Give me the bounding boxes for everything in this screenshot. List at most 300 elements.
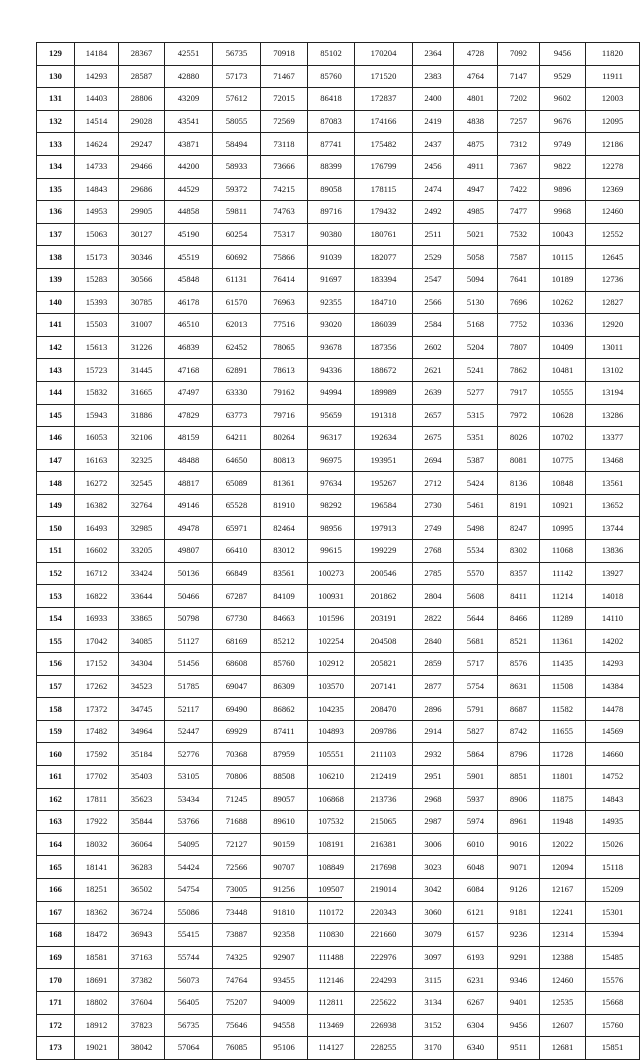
table-cell: 91697 [308, 268, 355, 291]
table-cell: 2529 [413, 246, 454, 269]
row-number-cell: 169 [37, 946, 75, 969]
table-cell: 8576 [498, 653, 540, 676]
table-cell: 2694 [413, 449, 454, 472]
table-cell: 225622 [355, 991, 413, 1014]
table-cell: 37823 [119, 1014, 165, 1037]
row-number-cell: 162 [37, 788, 75, 811]
table-cell: 12003 [586, 88, 640, 111]
table-cell: 34085 [119, 630, 165, 653]
table-cell: 172837 [355, 88, 413, 111]
table-cell: 73666 [261, 155, 308, 178]
table-cell: 45519 [165, 246, 213, 269]
table-cell: 28806 [119, 88, 165, 111]
table-cell: 5754 [454, 675, 498, 698]
table-cell: 2584 [413, 314, 454, 337]
row-number-cell: 132 [37, 110, 75, 133]
row-number-cell: 136 [37, 201, 75, 224]
table-cell: 53434 [165, 788, 213, 811]
table-cell: 7532 [498, 223, 540, 246]
table-cell: 15393 [75, 291, 119, 314]
table-cell: 9968 [540, 201, 586, 224]
table-cell: 15723 [75, 359, 119, 382]
table-cell: 113469 [308, 1014, 355, 1037]
bottom-rule [230, 897, 342, 898]
table-cell: 74325 [213, 946, 261, 969]
table-cell: 8851 [498, 766, 540, 789]
table-cell: 9401 [498, 991, 540, 1014]
table-cell: 15394 [586, 924, 640, 947]
table-cell: 12607 [540, 1014, 586, 1037]
table-cell: 5315 [454, 404, 498, 427]
table-cell: 29466 [119, 155, 165, 178]
table-cell: 2968 [413, 788, 454, 811]
table-cell: 91810 [261, 901, 308, 924]
row-number-cell: 164 [37, 833, 75, 856]
table-cell: 35844 [119, 811, 165, 834]
table-cell: 19021 [75, 1037, 119, 1060]
table-cell: 10262 [540, 291, 586, 314]
row-number-cell: 155 [37, 630, 75, 653]
table-cell: 11289 [540, 607, 586, 630]
table-cell: 16822 [75, 585, 119, 608]
row-number-cell: 130 [37, 65, 75, 88]
table-cell: 203191 [355, 607, 413, 630]
table-row [37, 88, 640, 111]
table-row [37, 607, 640, 630]
table-cell: 53105 [165, 766, 213, 789]
table-cell: 48817 [165, 472, 213, 495]
table-cell: 57612 [213, 88, 261, 111]
table-cell: 37382 [119, 969, 165, 992]
table-cell: 62013 [213, 314, 261, 337]
table-cell: 95106 [261, 1037, 308, 1060]
table-cell: 182077 [355, 246, 413, 269]
table-cell: 88508 [261, 766, 308, 789]
table-cell: 110172 [308, 901, 355, 924]
table-row [37, 404, 640, 427]
table-cell: 5021 [454, 223, 498, 246]
table-cell: 72569 [261, 110, 308, 133]
table-cell: 10043 [540, 223, 586, 246]
table-cell: 6304 [454, 1014, 498, 1037]
table-cell: 12369 [586, 178, 640, 201]
table-cell: 64650 [213, 449, 261, 472]
table-cell: 208470 [355, 698, 413, 721]
table-cell: 228255 [355, 1037, 413, 1060]
table-cell: 2859 [413, 653, 454, 676]
table-row [37, 1014, 640, 1037]
table-cell: 74764 [213, 969, 261, 992]
table-cell: 62891 [213, 359, 261, 382]
table-cell: 3042 [413, 878, 454, 901]
table-cell: 47829 [165, 404, 213, 427]
table-cell: 7312 [498, 133, 540, 156]
table-cell: 12460 [586, 201, 640, 224]
table-cell: 15668 [586, 991, 640, 1014]
table-cell: 54754 [165, 878, 213, 901]
table-cell: 90380 [308, 223, 355, 246]
table-cell: 2566 [413, 291, 454, 314]
table-cell: 15851 [586, 1037, 640, 1060]
table-cell: 12278 [586, 155, 640, 178]
table-cell: 14752 [586, 766, 640, 789]
table-cell: 32325 [119, 449, 165, 472]
table-row [37, 743, 640, 766]
table-cell: 2896 [413, 698, 454, 721]
table-cell: 31665 [119, 381, 165, 404]
table-cell: 72566 [213, 856, 261, 879]
table-cell: 30127 [119, 223, 165, 246]
table-row [37, 223, 640, 246]
table-cell: 16712 [75, 562, 119, 585]
table-cell: 52117 [165, 698, 213, 721]
table-cell: 16933 [75, 607, 119, 630]
table-cell: 86862 [261, 698, 308, 721]
table-cell: 2804 [413, 585, 454, 608]
row-number-cell: 153 [37, 585, 75, 608]
table-cell: 212419 [355, 766, 413, 789]
table-cell: 42880 [165, 65, 213, 88]
table-cell: 100273 [308, 562, 355, 585]
table-cell: 12827 [586, 291, 640, 314]
table-cell: 5058 [454, 246, 498, 269]
table-cell: 103570 [308, 675, 355, 698]
row-number-cell: 140 [37, 291, 75, 314]
table-cell: 30785 [119, 291, 165, 314]
table-cell: 6340 [454, 1037, 498, 1060]
table-cell: 204508 [355, 630, 413, 653]
table-cell: 79162 [261, 381, 308, 404]
table-cell: 3079 [413, 924, 454, 947]
table-cell: 14293 [75, 65, 119, 88]
table-cell: 38042 [119, 1037, 165, 1060]
table-cell: 4728 [454, 43, 498, 66]
table-cell: 8302 [498, 540, 540, 563]
table-cell: 85760 [261, 653, 308, 676]
table-cell: 44200 [165, 155, 213, 178]
table-cell: 226938 [355, 1014, 413, 1037]
table-cell: 9291 [498, 946, 540, 969]
table-cell: 31007 [119, 314, 165, 337]
table-cell: 14569 [586, 720, 640, 743]
table-cell: 73887 [213, 924, 261, 947]
table-cell: 13652 [586, 494, 640, 517]
table-cell: 65089 [213, 472, 261, 495]
table-cell: 92358 [261, 924, 308, 947]
table-cell: 12186 [586, 133, 640, 156]
table-cell: 217698 [355, 856, 413, 879]
table-row [37, 969, 640, 992]
table-cell: 9456 [540, 43, 586, 66]
table-row [37, 630, 640, 653]
table-cell: 95659 [308, 404, 355, 427]
table-cell: 33865 [119, 607, 165, 630]
table-cell: 3115 [413, 969, 454, 992]
table-body [37, 43, 640, 1060]
table-cell: 94009 [261, 991, 308, 1014]
table-cell: 15943 [75, 404, 119, 427]
table-cell: 65528 [213, 494, 261, 517]
table-cell: 180761 [355, 223, 413, 246]
table-row [37, 901, 640, 924]
table-cell: 7422 [498, 178, 540, 201]
table-cell: 11875 [540, 788, 586, 811]
table-cell: 12241 [540, 901, 586, 924]
table-cell: 71688 [213, 811, 261, 834]
table-cell: 9346 [498, 969, 540, 992]
row-number-cell: 146 [37, 427, 75, 450]
table-cell: 109507 [308, 878, 355, 901]
table-cell: 2877 [413, 675, 454, 698]
table-cell: 11911 [586, 65, 640, 88]
table-cell: 2914 [413, 720, 454, 743]
table-cell: 8191 [498, 494, 540, 517]
table-cell: 80264 [261, 427, 308, 450]
table-cell: 31886 [119, 404, 165, 427]
table-cell: 16493 [75, 517, 119, 540]
table-cell: 3006 [413, 833, 454, 856]
table-cell: 29028 [119, 110, 165, 133]
table-cell: 34964 [119, 720, 165, 743]
table-row [37, 155, 640, 178]
table-cell: 13561 [586, 472, 640, 495]
table-cell: 90159 [261, 833, 308, 856]
table-cell: 48488 [165, 449, 213, 472]
table-cell: 7367 [498, 155, 540, 178]
table-row [37, 314, 640, 337]
row-number-cell: 133 [37, 133, 75, 156]
table-cell: 10409 [540, 336, 586, 359]
table-cell: 10481 [540, 359, 586, 382]
table-cell: 52776 [165, 743, 213, 766]
table-cell: 5681 [454, 630, 498, 653]
table-cell: 50798 [165, 607, 213, 630]
table-row [37, 133, 640, 156]
table-cell: 8026 [498, 427, 540, 450]
table-cell: 17592 [75, 743, 119, 766]
table-cell: 12460 [540, 969, 586, 992]
table-cell: 4838 [454, 110, 498, 133]
row-number-cell: 166 [37, 878, 75, 901]
table-cell: 8136 [498, 472, 540, 495]
table-cell: 7587 [498, 246, 540, 269]
table-cell: 71245 [213, 788, 261, 811]
table-cell: 32106 [119, 427, 165, 450]
table-cell: 108849 [308, 856, 355, 879]
table-cell: 53766 [165, 811, 213, 834]
table-row [37, 336, 640, 359]
table-cell: 8081 [498, 449, 540, 472]
table-cell: 5424 [454, 472, 498, 495]
table-cell: 186039 [355, 314, 413, 337]
table-cell: 13286 [586, 404, 640, 427]
table-cell: 107532 [308, 811, 355, 834]
table-cell: 55744 [165, 946, 213, 969]
table-cell: 15485 [586, 946, 640, 969]
table-cell: 18802 [75, 991, 119, 1014]
table-cell: 18581 [75, 946, 119, 969]
table-cell: 74763 [261, 201, 308, 224]
table-cell: 11820 [586, 43, 640, 66]
table-cell: 37163 [119, 946, 165, 969]
table-cell: 104893 [308, 720, 355, 743]
table-cell: 81361 [261, 472, 308, 495]
table-cell: 4985 [454, 201, 498, 224]
table-cell: 5130 [454, 291, 498, 314]
table-cell: 170204 [355, 43, 413, 66]
row-number-cell: 172 [37, 1014, 75, 1037]
table-cell: 4801 [454, 88, 498, 111]
table-cell: 5901 [454, 766, 498, 789]
table-cell: 11728 [540, 743, 586, 766]
table-cell: 12314 [540, 924, 586, 947]
table-row [37, 427, 640, 450]
table-row [37, 110, 640, 133]
table-cell: 69929 [213, 720, 261, 743]
table-cell: 7752 [498, 314, 540, 337]
table-cell: 175482 [355, 133, 413, 156]
table-cell: 14733 [75, 155, 119, 178]
row-number-cell: 154 [37, 607, 75, 630]
table-cell: 35184 [119, 743, 165, 766]
table-cell: 9896 [540, 178, 586, 201]
table-cell: 5937 [454, 788, 498, 811]
row-number-cell: 168 [37, 924, 75, 947]
table-cell: 86418 [308, 88, 355, 111]
table-cell: 6231 [454, 969, 498, 992]
row-number-cell: 160 [37, 743, 75, 766]
table-row [37, 449, 640, 472]
table-cell: 49146 [165, 494, 213, 517]
row-number-cell: 152 [37, 562, 75, 585]
table-cell: 13927 [586, 562, 640, 585]
table-cell: 63330 [213, 381, 261, 404]
table-cell: 12645 [586, 246, 640, 269]
table-cell: 92355 [308, 291, 355, 314]
table-cell: 87411 [261, 720, 308, 743]
table-cell: 8466 [498, 607, 540, 630]
table-cell: 66410 [213, 540, 261, 563]
table-cell: 8357 [498, 562, 540, 585]
table-row [37, 698, 640, 721]
table-cell: 15118 [586, 856, 640, 879]
table-cell: 8796 [498, 743, 540, 766]
table-cell: 196584 [355, 494, 413, 517]
table-cell: 9236 [498, 924, 540, 947]
table-cell: 28587 [119, 65, 165, 88]
table-cell: 16053 [75, 427, 119, 450]
table-cell: 29686 [119, 178, 165, 201]
table-cell: 12736 [586, 268, 640, 291]
table-row [37, 43, 640, 66]
table-cell: 15173 [75, 246, 119, 269]
table-cell: 10555 [540, 381, 586, 404]
table-cell: 84663 [261, 607, 308, 630]
table-cell: 8521 [498, 630, 540, 653]
table-cell: 73005 [213, 878, 261, 901]
table-cell: 7917 [498, 381, 540, 404]
table-cell: 3023 [413, 856, 454, 879]
table-cell: 90707 [261, 856, 308, 879]
table-cell: 11582 [540, 698, 586, 721]
table-cell: 209786 [355, 720, 413, 743]
table-cell: 7092 [498, 43, 540, 66]
table-cell: 2987 [413, 811, 454, 834]
table-cell: 17482 [75, 720, 119, 743]
table-cell: 94336 [308, 359, 355, 382]
table-cell: 12681 [540, 1037, 586, 1060]
table-cell: 55086 [165, 901, 213, 924]
table-cell: 13836 [586, 540, 640, 563]
table-cell: 58933 [213, 155, 261, 178]
table-cell: 15760 [586, 1014, 640, 1037]
table-row [37, 562, 640, 585]
table-cell: 17702 [75, 766, 119, 789]
table-cell: 2932 [413, 743, 454, 766]
table-cell: 211103 [355, 743, 413, 766]
table-cell: 50136 [165, 562, 213, 585]
table-cell: 43209 [165, 88, 213, 111]
table-cell: 6157 [454, 924, 498, 947]
table-cell: 14935 [586, 811, 640, 834]
table-cell: 57064 [165, 1037, 213, 1060]
table-cell: 8411 [498, 585, 540, 608]
table-cell: 6193 [454, 946, 498, 969]
table-cell: 93020 [308, 314, 355, 337]
table-cell: 8247 [498, 517, 540, 540]
table-cell: 11068 [540, 540, 586, 563]
table-cell: 10336 [540, 314, 586, 337]
table-cell: 4911 [454, 155, 498, 178]
table-cell: 111488 [308, 946, 355, 969]
table-cell: 193951 [355, 449, 413, 472]
table-cell: 17152 [75, 653, 119, 676]
table-cell: 10628 [540, 404, 586, 427]
table-cell: 7972 [498, 404, 540, 427]
table-cell: 199229 [355, 540, 413, 563]
table-cell: 89716 [308, 201, 355, 224]
table-cell: 43871 [165, 133, 213, 156]
table-cell: 13377 [586, 427, 640, 450]
table-cell: 35623 [119, 788, 165, 811]
table-cell: 94558 [261, 1014, 308, 1037]
table-cell: 6267 [454, 991, 498, 1014]
row-number-cell: 148 [37, 472, 75, 495]
table-cell: 176799 [355, 155, 413, 178]
table-cell: 93678 [308, 336, 355, 359]
table-cell: 191318 [355, 404, 413, 427]
table-cell: 14018 [586, 585, 640, 608]
table-cell: 63773 [213, 404, 261, 427]
table-cell: 10848 [540, 472, 586, 495]
table-row [37, 675, 640, 698]
table-cell: 15283 [75, 268, 119, 291]
table-cell: 55415 [165, 924, 213, 947]
table-cell: 174166 [355, 110, 413, 133]
row-number-cell: 156 [37, 653, 75, 676]
row-number-cell: 135 [37, 178, 75, 201]
row-number-cell: 158 [37, 698, 75, 721]
table-cell: 14953 [75, 201, 119, 224]
table-cell: 14843 [75, 178, 119, 201]
table-cell: 14202 [586, 630, 640, 653]
table-row [37, 178, 640, 201]
table-cell: 14478 [586, 698, 640, 721]
table-cell: 2511 [413, 223, 454, 246]
table-row [37, 991, 640, 1014]
table-row [37, 766, 640, 789]
table-cell: 85760 [308, 65, 355, 88]
